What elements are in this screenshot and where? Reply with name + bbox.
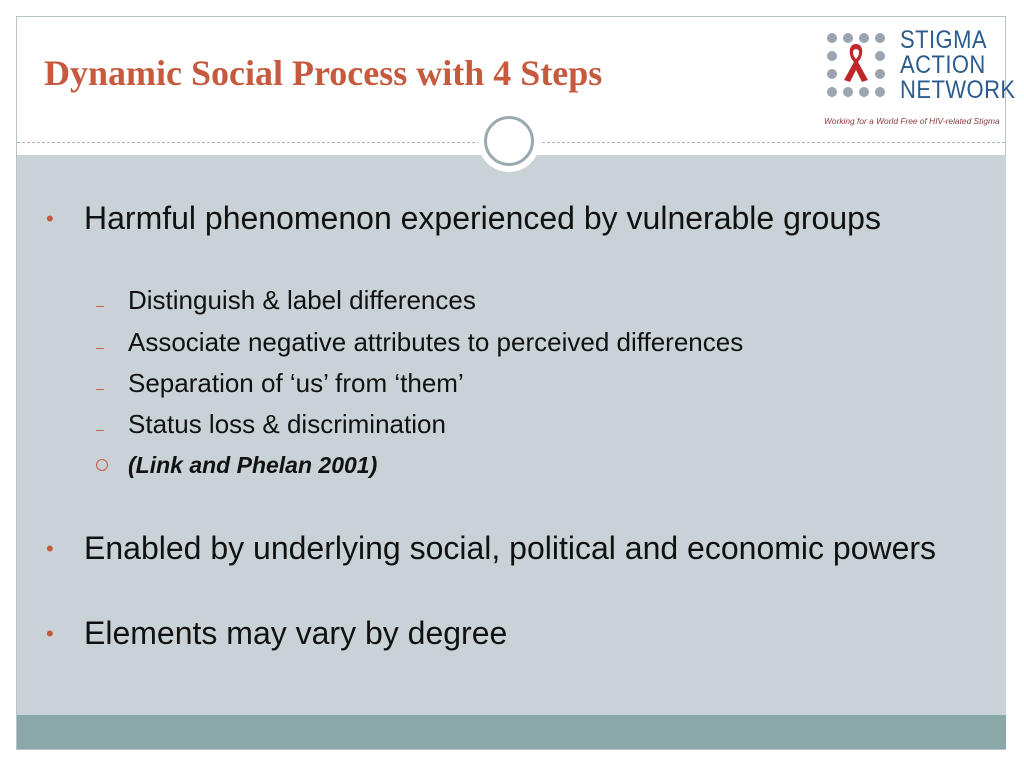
footer-band: [17, 715, 1006, 749]
logo-wordmark: [900, 28, 1024, 103]
sub-bullet-marker: –: [96, 297, 104, 313]
circle-bullet-marker: [96, 459, 108, 471]
sub-bullet-marker: –: [96, 339, 104, 355]
slide-title: Dynamic Social Process with 4 Steps: [44, 53, 603, 93]
logo-dots-icon: [824, 30, 888, 104]
divider-ornament-core: [492, 124, 526, 158]
sub-bullet-marker: –: [96, 421, 104, 437]
bullet-item: Enabled by underlying social, political and economic powers: [84, 530, 937, 566]
sub-bullet-item: Separation of ‘us’ from ‘them’: [128, 368, 464, 398]
logo-line-stigma: STIGMA: [900, 26, 987, 54]
sub-bullet-item: Distinguish & label differences: [128, 285, 476, 315]
stigma-action-network-logo: [818, 26, 1016, 131]
citation: (Link and Phelan 2001): [128, 452, 378, 478]
bullet-marker: •: [46, 206, 54, 231]
logo-tagline: Working for a World Free of HIV-related Stigma: [824, 116, 1000, 126]
bullet-item: Elements may vary by degree: [84, 615, 508, 651]
sub-bullet-item: Associate negative attributes to perceived differences: [128, 327, 744, 357]
sub-bullet-marker: –: [96, 380, 104, 396]
red-ribbon-icon: [844, 44, 868, 82]
bullet-item: Harmful phenomenon experienced by vulnerable groups: [84, 200, 881, 236]
logo-line-action: ACTION: [900, 51, 986, 79]
logo-line-network: NETWORK: [900, 76, 1016, 104]
bullet-marker: •: [46, 536, 54, 561]
bullet-marker: •: [46, 621, 54, 646]
sub-bullet-item: Status loss & discrimination: [128, 409, 446, 439]
